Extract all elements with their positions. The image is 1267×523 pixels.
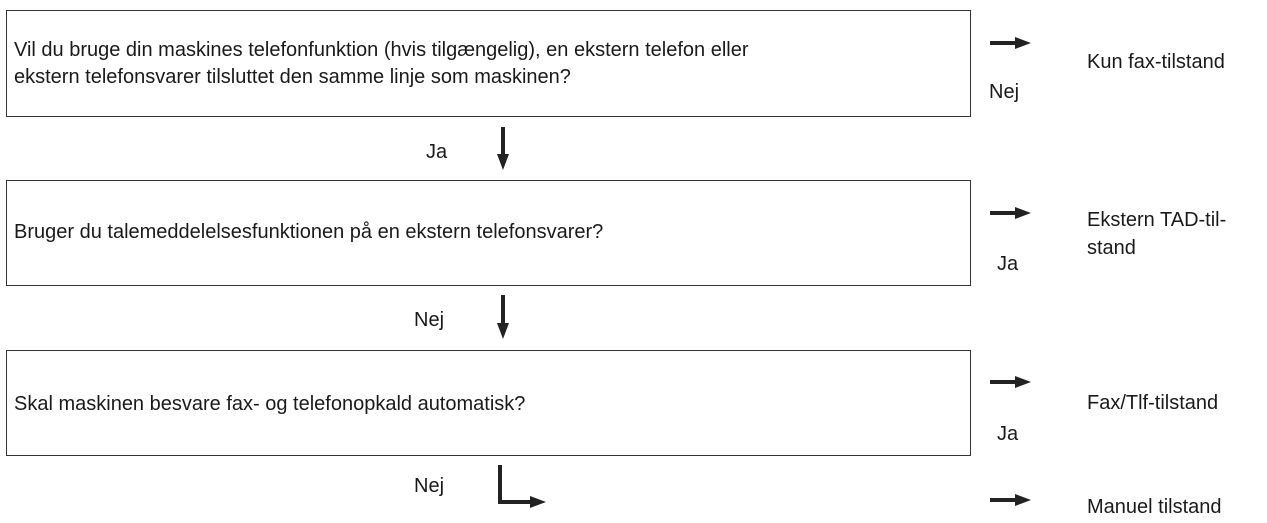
right-arrow-icon-1 <box>990 37 1031 49</box>
side-label-1: Nej <box>989 81 1020 103</box>
side-label-3: Ja <box>997 423 1019 445</box>
result-fax-only: Kun fax-tilstand <box>1087 51 1225 73</box>
down-arrow-icon-1 <box>497 127 509 170</box>
question-text-2: Bruger du talemeddelelsesfunktionen på en ekstern telefonsvarer? <box>14 221 604 243</box>
right-arrow-icon-3 <box>990 376 1031 388</box>
result-external-tad: Ekstern TAD-til- stand <box>1087 209 1227 259</box>
down-arrow-icon-2 <box>497 295 509 339</box>
side-label-2: Ja <box>997 253 1019 275</box>
result-fax-tel: Fax/Tlf-tilstand <box>1087 392 1219 414</box>
right-arrow-icon-2 <box>990 207 1031 219</box>
down-label-3: Nej <box>414 475 445 497</box>
right-arrow-icon-4 <box>990 494 1031 506</box>
down-label-2: Nej <box>414 309 445 331</box>
result-manual: Manuel tilstand <box>1087 496 1222 518</box>
down-label-1: Ja <box>426 141 448 163</box>
elbow-arrow-icon <box>500 465 546 508</box>
question-text-3: Skal maskinen besvare fax- og telefonopkald automatisk? <box>14 393 526 415</box>
question-text-1: Vil du bruge din maskines telefonfunktion (hvis tilgængelig), en ekstern telefon eller ekstern telefonsvarer tilsluttet den samme linje som maskinen? <box>14 39 749 88</box>
